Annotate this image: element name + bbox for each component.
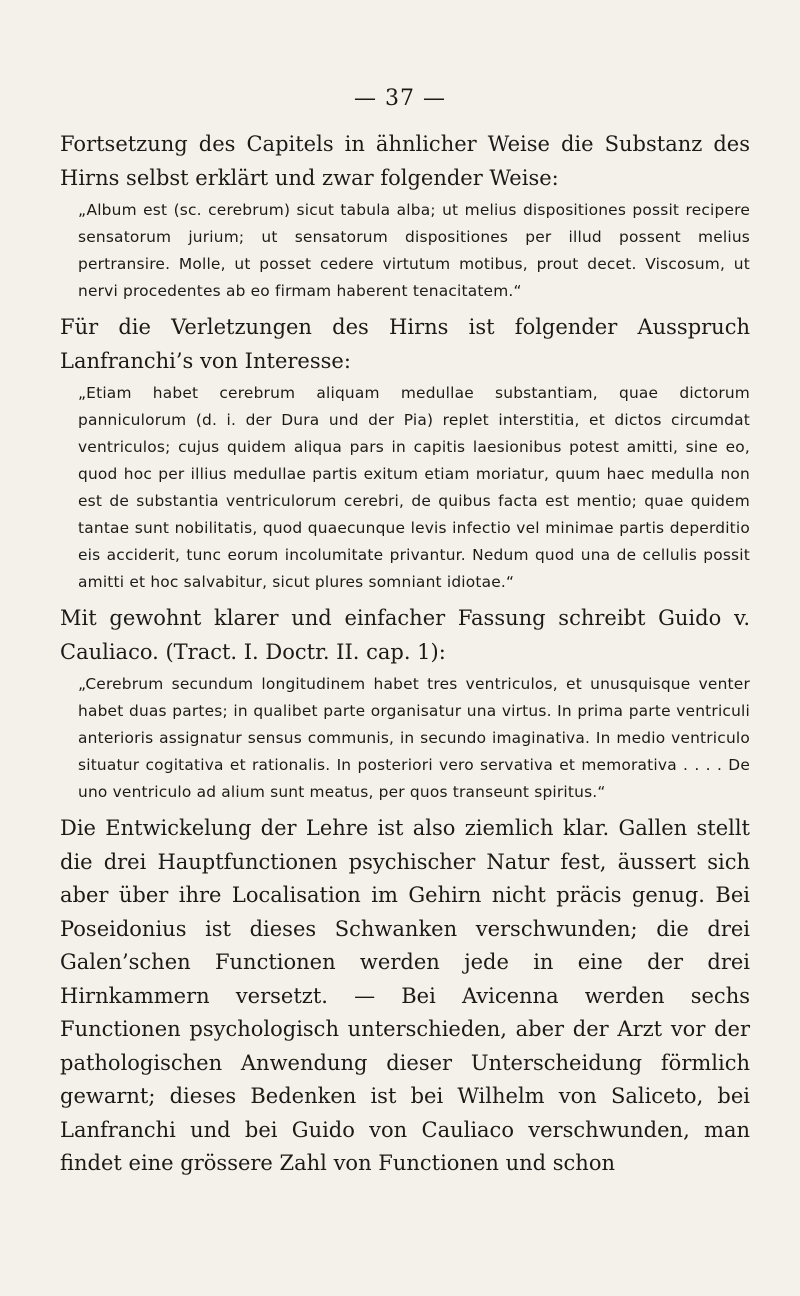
paragraph-lanfranchi: Für die Verletzungen des Hirns ist folgender Ausspruch Lanfranchi’s von Interesse: — [60, 315, 750, 373]
page-number: — 37 — — [354, 86, 446, 111]
quote-etiam-habet: „Etiam habet cerebrum aliquam medullae substantiam, quae dictorum panniculorum (d. i. der Dura und der Pia) replet interstitia, et dictos circumdat ventriculos; cujus quidem aliqua pars in capitis laesionibus potest amitti, sine eo, quod hoc per illius medullae partis exitum etiam moriatur, quum haec medulla non est de substantia ventriculorum cerebri, de quibus facta est mentio; quae quidem tantae sunt nobilitatis, quod quaecunque levis infectio vel minimae partis deperditio eis acciderit, tunc eorum incolumitate privantur. Nedum quod una de cellulis possit amitti et hoc salvabitur, sicut plures somniant idiotae.“ — [78, 384, 750, 591]
quote-cerebrum-secundum: „Cerebrum secundum longitudinem habet tres ventriculos, et unusquisque venter habet duas partes; in qualibet parte organisatur una virtus. In prima parte ventriculi anterioris assignatur sensus communis, in secundo imaginativa. In medio ventriculo situatur cogitativa et rationalis. In posteriori vero servativa et memorativa . . . . De uno ventriculo ad alium sunt meatus, per quos transeunt spiritus.“ — [78, 675, 750, 801]
paragraph-guido: Mit gewohnt klarer und einfacher Fassung schreibt Guido v. Cauliaco. (Tract. I. Doctr. II. cap. 1): — [60, 606, 750, 664]
paragraph-entwickelung: Die Entwickelung der Lehre ist also ziemlich klar. Gallen stellt die drei Hauptfunctionen psychischer Natur fest, äussert sich aber über ihre Localisation im Gehirn nicht präcis genug. Bei Poseidonius ist dieses Schwanken verschwunden; die drei Galen’schen Functionen werden jede in eine der drei Hirnkammern versetzt. — Bei Avicenna werden sechs Functionen psychologisch unterschieden, aber der Arzt vor der pathologischen Anwendung dieser Unterscheidung förmlich gewarnt; dieses Bedenken ist bei Wilhelm von Saliceto, bei Lanfranchi und bei Guido von Cauliaco verschwunden, man findet eine grössere Zahl von Functionen und schon — [60, 816, 750, 1175]
page-body — [60, 128, 750, 1181]
quote-album-est: „Album est (sc. cerebrum) sicut tabula alba; ut melius dispositiones possit recipere sensatorum jurium; ut sensatorum dispositiones per illud possent melius pertransire. Molle, ut posset cedere virtutum motibus, prout decet. Viscosum, ut nervi procedentes ab eo firmam haberent tenacitatem.“ — [78, 201, 750, 300]
paragraph-intro: Fortsetzung des Capitels in ähnlicher Weise die Substanz des Hirns selbst erklärt und zwar folgender Weise: — [60, 132, 750, 190]
